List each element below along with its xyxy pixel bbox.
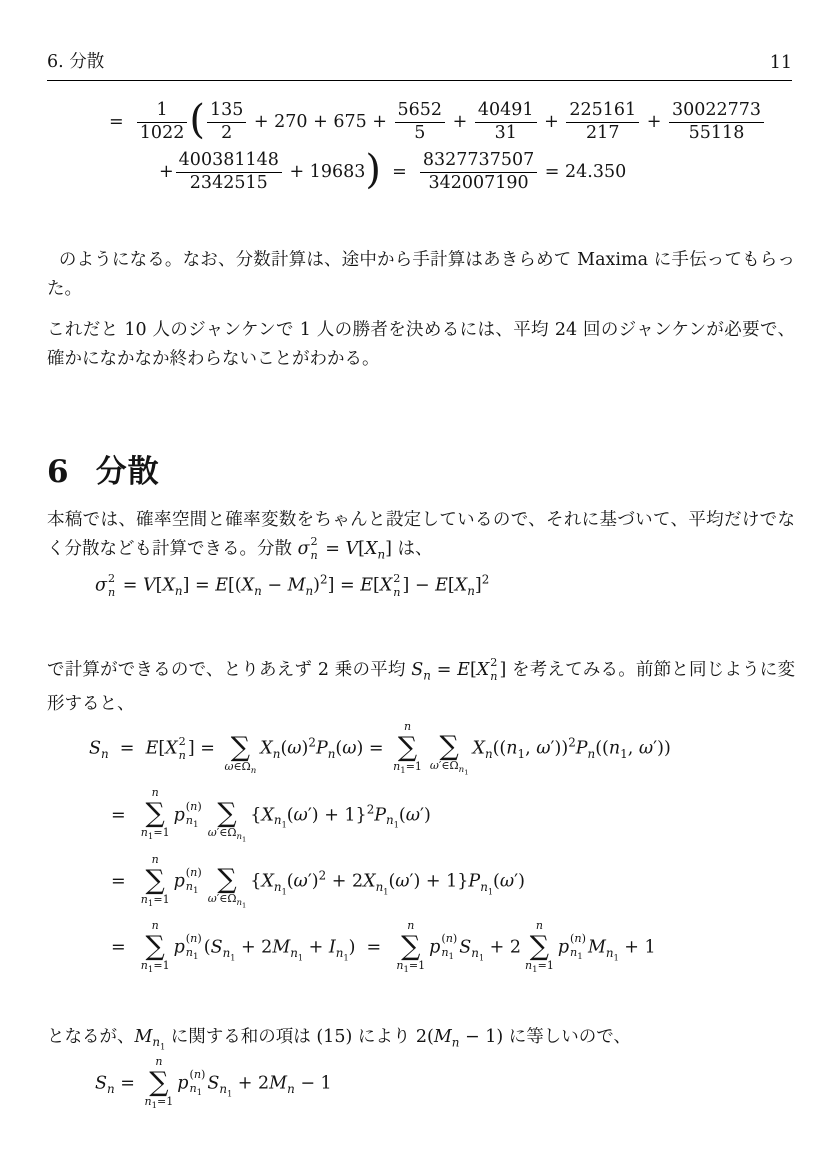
equation-line: = n ∑ $n_1=1$ p (n) $n_1$ ∑ $\omega'\in\Omega_{n_1}$ $\{X_{n_1}(\omega') + 1\}^2P_{n_1}(\omega')$ — [111, 786, 431, 844]
section-heading — [47, 446, 160, 491]
paragraph-maxima-note: のようになる。なお、分数計算は、途中から手計算はあきらめて Maxima に手伝ってもらった。 — [47, 249, 795, 299]
section-title: 分散 — [95, 453, 160, 490]
equation-line: = n ∑ $n_1=1$ p (n) $n_1$ $(S_{n_1} + 2M_{n_1} + I_{n_1})$ = n ∑ $n_1=1$ p (n) $n_1$ $S_{n_1} + 2$ n ∑ $n_1=1$ p (n) $n_1$ $M_{n_1} + 1$ — [111, 918, 656, 975]
equation-recurrence-result — [95, 1056, 813, 1112]
equation-line: $S_n = E[X$ 2 n ] = ∑ $\omega\in\Omega_n$ $X_n(\omega)^2P_n(\omega)$ = n ∑ $n_1=1$ ∑ $\omega'\in\Omega_{n_1}$ $X_n((n_1$, $\omega'))^2P_n((n_1$, ω′)) — [89, 719, 671, 777]
page-number: 11 — [769, 53, 792, 73]
equation-block-derivation — [47, 720, 813, 985]
equation-line: σ 2 n = $V[X_n] = E[(X_n - M_n)^2] = E[X$ 2 n ] − $E[X_n]^2$ — [95, 572, 490, 599]
equation-line: = $\frac{1}{1022}$ ( $\frac{135}{2}$ + 270 + 675 + $\frac{5652}{5}$ + $\frac{40491}{31}$ + $\frac{225161}{217}$ + $\frac{30022773}{55118}$ — [109, 100, 813, 145]
equation-line: + $\frac{400381148}{2342515}$ + 19683) = $\frac{8327737507}{342007190}$ = 24.350 — [159, 147, 627, 194]
paragraph-reference-15: となるが、$M_{n_1}$ に関する和の項は (15) により $2(M_n - 1)$ に等しいので、 — [47, 1026, 631, 1052]
equation-line: $S_n$ = n ∑ $n_1=1$ p (n) $n_1$ $S_{n_1} + 2M_n - 1$ — [95, 1055, 332, 1112]
page-header — [47, 48, 792, 81]
equation-block-continued — [47, 97, 813, 195]
paragraph-variance-intro: 本稿では、確率空間と確率変数をちゃんと設定しているので、それに基づいて、平均だけでなく分散なども計算できる。分散 σ 2 n = $V[X_n]$ は、 — [47, 509, 795, 562]
equation-line: = n ∑ $n_1=1$ p (n) $n_1$ ∑ $\omega'\in\Omega_{n_1}$ $\{X_{n_1}(\omega')^2 + 2X_{n_1}(\omega') + 1\}P_{n_1}(\omega')$ — [111, 852, 525, 911]
running-head: 6. 分散 — [47, 52, 105, 72]
section-number: 6 — [47, 453, 69, 490]
paragraph-second-moment: で計算ができるので、とりあえず 2 乗の平均 $S_n = E[X$ 2 n ] を考えてみる。前節と同じように変形すると、 — [47, 656, 795, 714]
paragraph-janken-conclusion: これだと 10 人のジャンケンで 1 人の勝者を決めるには、平均 24 回のジャンケンが必要で、確かになかなか終わらないことがわかる。 — [47, 319, 795, 369]
equation-variance-definition — [95, 572, 813, 600]
